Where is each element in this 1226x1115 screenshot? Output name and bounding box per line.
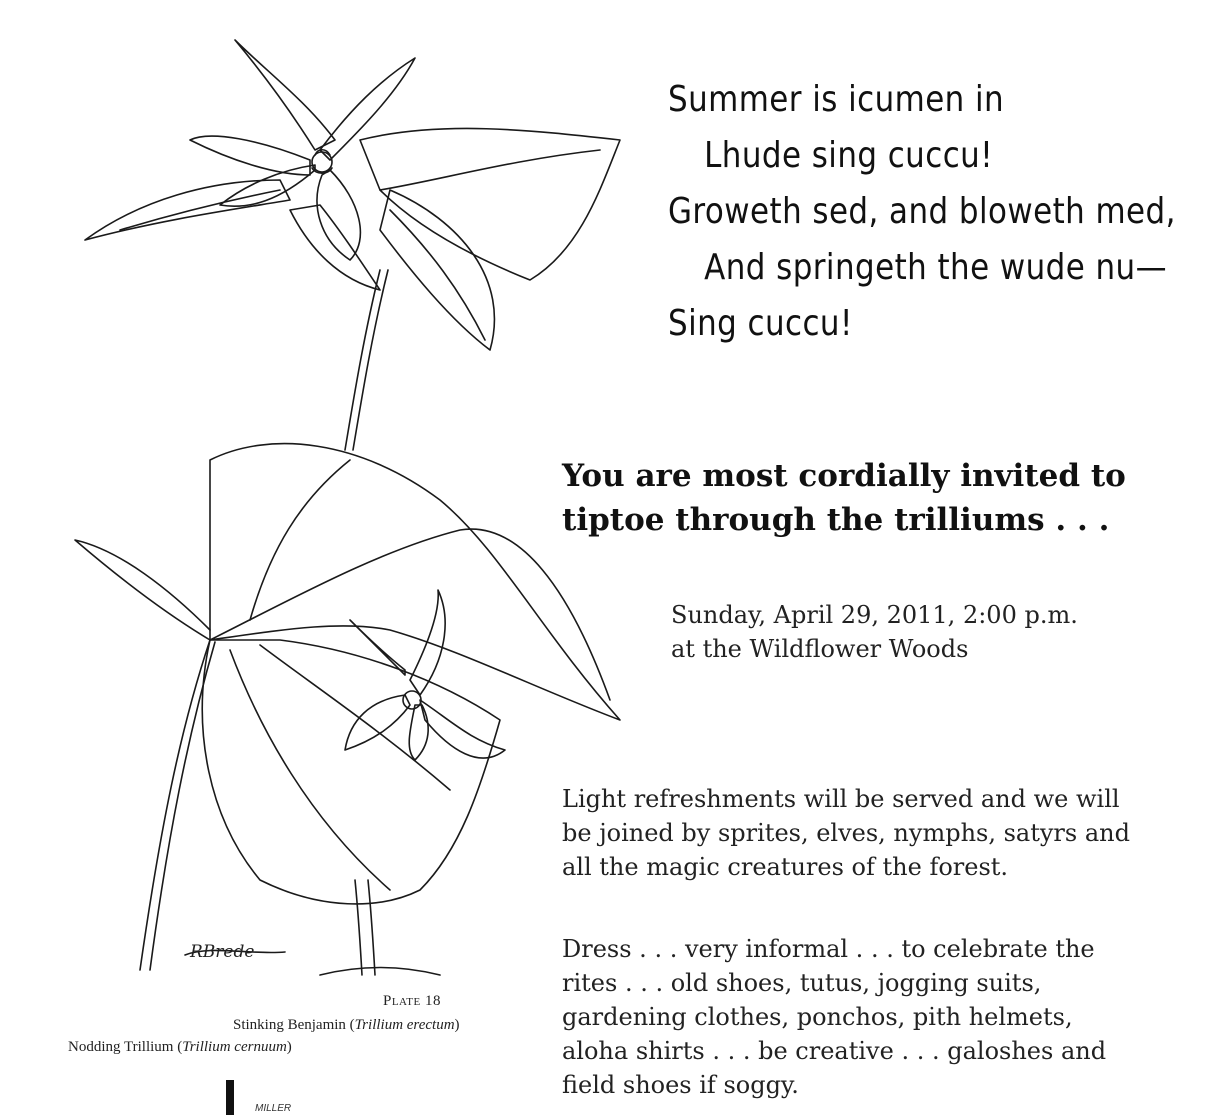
poem-line: Summer is icumen in: [668, 79, 1005, 120]
poem: [668, 72, 1176, 352]
artist-signature: RBrede: [190, 942, 255, 962]
lower-flower-petal: [410, 590, 445, 695]
upper-leaf: [85, 180, 290, 240]
paragraph-line: aloha shirts . . . be creative . . . galoshes and: [562, 1037, 1107, 1065]
event-datetime: Sunday, April 29, 2011, 2:00 p.m.: [671, 601, 1078, 629]
lower-flower-petal: [420, 700, 505, 758]
refreshments-paragraph: [562, 782, 1130, 884]
poem-line: And springeth the wude nu—: [704, 247, 1167, 288]
lower-flower-petal: [345, 695, 410, 750]
species-common-name: Stinking Benjamin: [233, 1017, 346, 1033]
event-details: [671, 598, 1078, 666]
paragraph-line: be joined by sprites, elves, nymphs, satyrs and: [562, 819, 1130, 847]
paragraph-line: Dress . . . very informal . . . to celebrate the: [562, 935, 1095, 963]
upper-flower-petal: [317, 170, 360, 260]
lower-flower-center: [403, 691, 421, 709]
event-location: at the Wildflower Woods: [671, 635, 969, 663]
base-stem: [355, 880, 375, 975]
upper-flower-petal: [320, 58, 415, 160]
stalk: [140, 640, 215, 970]
upper-leaf: [360, 128, 620, 280]
stem: [345, 270, 388, 450]
paragraph-line: gardening clothes, ponchos, pith helmets,: [562, 1003, 1073, 1031]
plate-title: Plate 18: [383, 993, 441, 1009]
paragraph-line: field shoes if soggy.: [562, 1071, 799, 1099]
margin-mark: MILLER: [255, 1103, 292, 1114]
paragraph-line: Light refreshments will be served and we will: [562, 785, 1120, 813]
invitation-heading: [562, 454, 1126, 542]
poem-line: Lhude sing cuccu!: [704, 135, 994, 176]
caption-species-2: Nodding Trillium (Trillium cernuum): [68, 1039, 292, 1055]
scan-mark: [226, 1080, 234, 1115]
caption-species-1: Stinking Benjamin (Trillium erectum): [233, 1017, 460, 1033]
poem-line: Sing cuccu!: [668, 303, 853, 344]
species-common-name: Nodding Trillium: [68, 1039, 174, 1055]
paragraph-line: all the magic creatures of the forest.: [562, 853, 1009, 881]
species-latin-name: Trillium erectum: [354, 1017, 455, 1033]
poem-line: Groweth sed, and bloweth med,: [668, 191, 1176, 232]
lower-flower-petal: [409, 705, 428, 760]
invitation-heading-line: You are most cordially invited to: [562, 458, 1126, 494]
paragraph-line: rites . . . old shoes, tutus, jogging suits,: [562, 969, 1042, 997]
upper-flower-petal: [235, 40, 335, 150]
trillium-illustration: [60, 30, 640, 990]
lower-leaf: [202, 640, 500, 904]
species-latin-name: Trillium cernuum: [182, 1039, 287, 1055]
invitation-heading-line: tiptoe through the trilliums . . .: [562, 502, 1110, 538]
lower-leaf: [210, 444, 620, 720]
dress-paragraph: [562, 932, 1106, 1102]
lower-leaf: [75, 540, 210, 640]
